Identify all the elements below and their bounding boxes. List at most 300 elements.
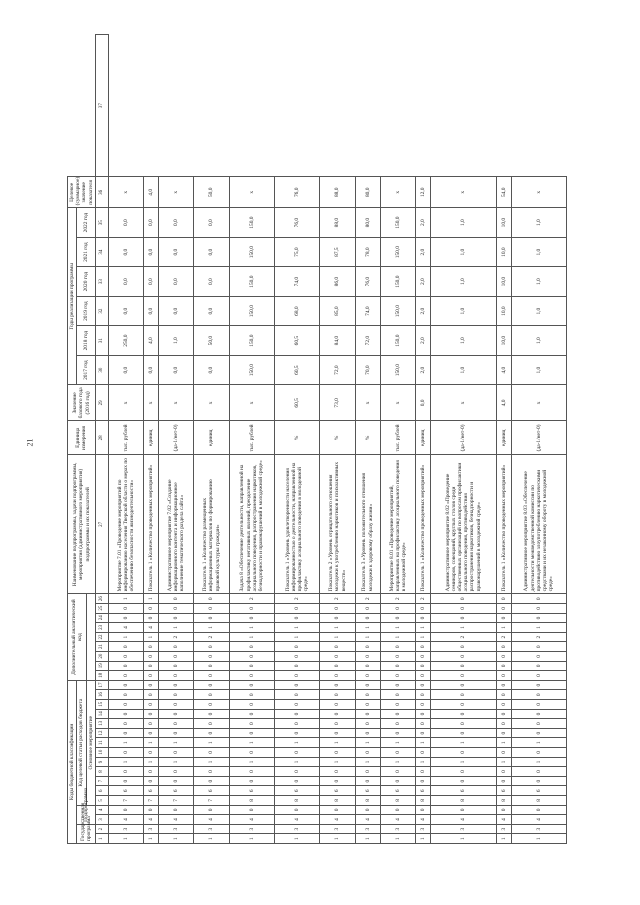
code-cell: 1: [274, 632, 319, 642]
code-cell: 3: [229, 824, 274, 834]
column-number: 11: [95, 738, 108, 748]
value-cell: 1,0: [511, 208, 567, 238]
code-cell: 0: [496, 776, 511, 786]
row-name: Показатель 1 «Количество проведенных мероприятий»: [496, 455, 511, 594]
code-cell: 1: [159, 623, 194, 633]
code-cell: 0: [159, 690, 194, 700]
code-cell: 0: [355, 671, 380, 681]
code-cell: 0: [194, 613, 229, 623]
code-cell: 0: [511, 661, 567, 671]
program-table: [67, 34, 567, 844]
column-number: 37: [95, 35, 108, 177]
code-cell: 0: [194, 671, 229, 681]
code-cell: 0: [159, 728, 194, 738]
code-cell: 7: [144, 796, 159, 806]
code-cell: 0: [415, 805, 430, 815]
code-cell: 1: [380, 632, 415, 642]
code-cell: 0: [229, 613, 274, 623]
code-cell: 0: [380, 661, 415, 671]
code-cell: 3: [108, 824, 143, 834]
code-cell: 0: [194, 594, 229, 604]
code-cell: 0: [229, 604, 274, 614]
code-cell: 0: [320, 767, 355, 777]
code-cell: 0: [380, 690, 415, 700]
value-cell: 250,0: [108, 326, 143, 356]
code-cell: 8: [274, 796, 319, 806]
code-cell: 0: [274, 680, 319, 690]
row-unit: %: [274, 421, 319, 455]
code-cell: 0: [229, 709, 274, 719]
value-cell: 0,0: [194, 296, 229, 326]
code-cell: 0: [274, 661, 319, 671]
code-cell: 1: [320, 834, 355, 844]
value-cell: 1,0: [511, 326, 567, 356]
code-cell: 1: [430, 623, 496, 633]
code-cell: 1: [229, 632, 274, 642]
value-cell: 76,0: [355, 267, 380, 297]
value-cell: 150,0: [229, 326, 274, 356]
value-cell: 150,0: [229, 208, 274, 238]
code-cell: 0: [430, 776, 496, 786]
column-number: 9: [95, 757, 108, 767]
column-number: 19: [95, 661, 108, 671]
code-cell: 0: [511, 690, 567, 700]
value-cell: 10,0: [496, 296, 511, 326]
row-name: Административное мероприятие 8.03 «Обеспечение деятельности межведомственной комиссии по противодействию злоупотреблению наркотическими средствами и их незаконному обороту в молодежной среде»: [511, 455, 567, 594]
code-cell: 0: [415, 748, 430, 758]
code-cell: 8: [355, 796, 380, 806]
code-cell: 6: [159, 786, 194, 796]
code-cell: 0: [496, 700, 511, 710]
code-cell: 0: [496, 805, 511, 815]
code-cell: 0: [274, 652, 319, 662]
code-cell: 2: [320, 594, 355, 604]
code-cell: 0: [274, 671, 319, 681]
code-cell: 3: [144, 824, 159, 834]
table-row: [144, 35, 159, 844]
code-cell: 0: [320, 748, 355, 758]
code-cell: 0: [108, 604, 143, 614]
code-cell: 0: [320, 661, 355, 671]
code-cell: 4: [415, 815, 430, 825]
value-cell: 150,0: [380, 296, 415, 326]
code-cell: 0: [159, 642, 194, 652]
value-cell: 10,0: [496, 237, 511, 267]
value-cell: 10,0: [496, 267, 511, 297]
table-row: [355, 35, 380, 844]
value-cell: 0,0: [144, 296, 159, 326]
code-cell: 0: [496, 652, 511, 662]
column-number: 5: [95, 796, 108, 806]
value-cell: х: [229, 177, 274, 208]
code-cell: 1: [159, 834, 194, 844]
code-cell: 1: [511, 623, 567, 633]
code-cell: 0: [108, 709, 143, 719]
code-cell: 1: [380, 738, 415, 748]
value-cell: 1,0: [430, 237, 496, 267]
code-cell: 0: [144, 690, 159, 700]
code-cell: 1: [144, 834, 159, 844]
code-cell: 0: [415, 671, 430, 681]
code-cell: 0: [159, 748, 194, 758]
value-cell: 88,0: [320, 208, 355, 238]
code-cell: 6: [380, 786, 415, 796]
code-cell: 0: [194, 719, 229, 729]
code-cell: 0: [274, 709, 319, 719]
code-cell: 0: [511, 594, 567, 604]
value-cell: х: [430, 385, 496, 421]
column-number: 12: [95, 728, 108, 738]
code-cell: 0: [511, 671, 567, 681]
code-cell: 0: [229, 671, 274, 681]
code-cell: 0: [108, 767, 143, 777]
value-cell: 4,0: [144, 177, 159, 208]
value-cell: 0,0: [144, 208, 159, 238]
column-number: 29: [95, 385, 108, 421]
header-base-value: Значение базового года (2016 год): [68, 385, 96, 421]
code-cell: 2: [511, 632, 567, 642]
code-cell: 1: [320, 757, 355, 767]
code-cell: 0: [274, 728, 319, 738]
page-number: 21: [25, 438, 35, 447]
code-cell: 0: [320, 700, 355, 710]
code-cell: 0: [511, 652, 567, 662]
code-cell: 0: [430, 728, 496, 738]
code-cell: 0: [496, 767, 511, 777]
code-cell: 0: [274, 642, 319, 652]
row-name: Показатель 1 «Количество проведенных мероприятий»: [144, 455, 159, 594]
code-cell: 0: [159, 719, 194, 729]
value-cell: 68,0: [274, 296, 319, 326]
code-cell: 0: [144, 748, 159, 758]
column-number: 26: [95, 594, 108, 604]
code-cell: 0: [144, 709, 159, 719]
header-y2020: 2020 год: [77, 267, 96, 297]
row-unit: единиц: [415, 421, 430, 455]
value-cell: 0,0: [194, 267, 229, 297]
code-cell: 1: [108, 757, 143, 767]
code-cell: 1: [496, 738, 511, 748]
value-cell: 4,0: [496, 355, 511, 385]
code-cell: 4: [496, 815, 511, 825]
code-cell: 0: [194, 748, 229, 758]
code-cell: 0: [229, 748, 274, 758]
value-cell: 0,0: [194, 355, 229, 385]
code-cell: 0: [194, 805, 229, 815]
column-number: 30: [95, 355, 108, 385]
column-number: 13: [95, 719, 108, 729]
code-cell: 4: [144, 623, 159, 633]
value-cell: 0,0: [108, 267, 143, 297]
code-cell: 2: [430, 632, 496, 642]
rotated-table-wrapper: [67, 34, 567, 844]
code-cell: 0: [229, 642, 274, 652]
value-cell: 75,0: [274, 237, 319, 267]
code-cell: 1: [415, 632, 430, 642]
code-cell: 0: [355, 661, 380, 671]
code-cell: 0: [320, 680, 355, 690]
header-y2019: 2019 год: [77, 296, 96, 326]
code-cell: 0: [144, 613, 159, 623]
code-cell: 6: [274, 786, 319, 796]
value-cell: 85,0: [320, 296, 355, 326]
value-cell: 1,0: [511, 237, 567, 267]
header-expense-code: Код целевой статьи расходов бюджета: [77, 680, 86, 805]
code-cell: 4: [511, 815, 567, 825]
code-cell: 0: [496, 604, 511, 614]
column-number: 31: [95, 326, 108, 356]
code-cell: 0: [380, 652, 415, 662]
code-cell: 1: [194, 834, 229, 844]
code-cell: 0: [380, 805, 415, 815]
code-cell: 0: [511, 805, 567, 815]
header-name: Наименование подпрограммы, задачи подпрограммы, мероприятия (административного мероприятия) подпрограммы и их показателей: [68, 455, 96, 594]
code-cell: 0: [229, 690, 274, 700]
column-number: 3: [95, 815, 108, 825]
code-cell: 6: [229, 786, 274, 796]
code-cell: 0: [108, 661, 143, 671]
code-cell: 0: [229, 728, 274, 738]
value-cell: 10,0: [496, 326, 511, 356]
code-cell: 1: [108, 594, 143, 604]
code-cell: 0: [415, 680, 430, 690]
code-cell: 6: [415, 786, 430, 796]
code-cell: 3: [274, 824, 319, 834]
code-cell: 0: [415, 728, 430, 738]
code-cell: 0: [380, 613, 415, 623]
code-cell: 0: [144, 719, 159, 729]
code-cell: 0: [159, 776, 194, 786]
code-cell: 0: [320, 805, 355, 815]
code-cell: 0: [415, 604, 430, 614]
code-cell: 4: [320, 815, 355, 825]
code-cell: 6: [496, 786, 511, 796]
code-cell: 0: [320, 728, 355, 738]
code-cell: 3: [430, 824, 496, 834]
value-cell: 70,0: [355, 355, 380, 385]
code-cell: 0: [194, 767, 229, 777]
code-cell: 3: [159, 824, 194, 834]
code-cell: 7: [194, 796, 229, 806]
code-cell: 0: [430, 671, 496, 681]
code-cell: 0: [380, 680, 415, 690]
code-cell: 1: [511, 757, 567, 767]
value-cell: х: [355, 385, 380, 421]
code-cell: 1: [274, 738, 319, 748]
table-row: [229, 35, 274, 844]
value-cell: 50,0: [194, 177, 229, 208]
code-cell: 1: [108, 834, 143, 844]
header-y2018: 2018 год: [77, 326, 96, 356]
code-cell: 3: [194, 824, 229, 834]
code-cell: 6: [511, 786, 567, 796]
code-cell: 0: [511, 767, 567, 777]
value-cell: 88,0: [320, 177, 355, 208]
value-cell: 0,0: [159, 267, 194, 297]
column-number: 34: [95, 237, 108, 267]
code-cell: 4: [159, 815, 194, 825]
code-cell: 0: [415, 700, 430, 710]
value-cell: 0,0: [144, 237, 159, 267]
column-number: 17: [95, 680, 108, 690]
code-cell: 0: [194, 709, 229, 719]
code-cell: 1: [415, 834, 430, 844]
table-row: [496, 35, 511, 844]
row-unit: %: [320, 421, 355, 455]
code-cell: 1: [274, 834, 319, 844]
code-cell: 1: [194, 623, 229, 633]
column-number: 21: [95, 642, 108, 652]
code-cell: 0: [320, 652, 355, 662]
code-cell: 0: [496, 719, 511, 729]
code-cell: 0: [159, 652, 194, 662]
code-cell: 1: [159, 738, 194, 748]
value-cell: 150,0: [229, 355, 274, 385]
code-cell: 0: [108, 719, 143, 729]
code-cell: 1: [430, 757, 496, 767]
code-cell: 0: [194, 700, 229, 710]
code-cell: 0: [144, 642, 159, 652]
code-cell: 0: [380, 700, 415, 710]
value-cell: х: [108, 385, 143, 421]
code-cell: 1: [496, 623, 511, 633]
code-cell: 0: [355, 719, 380, 729]
value-cell: 150,0: [380, 355, 415, 385]
code-cell: 1: [144, 757, 159, 767]
code-cell: 0: [380, 728, 415, 738]
code-cell: 0: [144, 671, 159, 681]
value-cell: 4,0: [496, 385, 511, 421]
value-cell: х: [380, 385, 415, 421]
row-unit: единиц: [496, 421, 511, 455]
code-cell: 0: [274, 613, 319, 623]
header-y2017: 2017 год: [77, 355, 96, 385]
code-cell: 0: [108, 642, 143, 652]
code-cell: 3: [496, 824, 511, 834]
table-row: [194, 35, 229, 844]
value-cell: 10,0: [496, 208, 511, 238]
code-cell: 1: [430, 834, 496, 844]
row-unit: (да-1/нет-0): [511, 421, 567, 455]
code-cell: 1: [320, 738, 355, 748]
code-cell: 0: [320, 604, 355, 614]
header-years: Годы реализации программы: [68, 208, 77, 385]
value-cell: 2,0: [415, 296, 430, 326]
code-cell: 0: [159, 604, 194, 614]
value-cell: 150,0: [229, 296, 274, 326]
code-cell: 1: [108, 738, 143, 748]
code-cell: 0: [430, 805, 496, 815]
code-cell: 0: [415, 613, 430, 623]
table-row: [159, 35, 194, 844]
code-cell: 0: [108, 700, 143, 710]
value-cell: 150,0: [229, 267, 274, 297]
row-unit: тыс. рублей: [380, 421, 415, 455]
code-cell: 0: [274, 604, 319, 614]
value-cell: 1,0: [511, 267, 567, 297]
code-cell: 1: [144, 738, 159, 748]
code-cell: 1: [320, 623, 355, 633]
code-cell: 4: [430, 815, 496, 825]
column-number: 36: [95, 177, 108, 208]
value-cell: 150,0: [380, 237, 415, 267]
code-cell: 0: [355, 680, 380, 690]
code-cell: 0: [430, 661, 496, 671]
value-cell: 76,0: [274, 177, 319, 208]
code-cell: 0: [159, 661, 194, 671]
code-cell: 1: [355, 834, 380, 844]
column-number: 8: [95, 767, 108, 777]
code-cell: 0: [274, 748, 319, 758]
code-cell: 0: [229, 661, 274, 671]
code-cell: 0: [496, 728, 511, 738]
value-cell: 0,0: [159, 237, 194, 267]
value-cell: 54,0: [496, 177, 511, 208]
row-name: Мероприятие 7.01 «Проведение мероприятий по информированию населения Тверской области о мерах по обеспечению безопасности жизнедеятельности»: [108, 455, 143, 594]
code-cell: 0: [430, 690, 496, 700]
code-cell: 4: [355, 815, 380, 825]
column-number: 32: [95, 296, 108, 326]
value-cell: 0,0: [194, 237, 229, 267]
value-cell: 150,0: [380, 208, 415, 238]
code-cell: 0: [355, 805, 380, 815]
value-cell: 0,0: [159, 355, 194, 385]
column-number: 16: [95, 690, 108, 700]
code-cell: 0: [320, 719, 355, 729]
code-cell: 6: [108, 786, 143, 796]
code-cell: 0: [511, 613, 567, 623]
code-cell: 0: [144, 661, 159, 671]
value-cell: х: [511, 385, 567, 421]
code-cell: 0: [430, 700, 496, 710]
code-cell: 1: [355, 623, 380, 633]
code-cell: 0: [159, 594, 194, 604]
code-cell: 0: [355, 690, 380, 700]
code-cell: 0: [496, 594, 511, 604]
code-cell: 1: [229, 738, 274, 748]
code-cell: 0: [320, 709, 355, 719]
code-cell: 8: [320, 796, 355, 806]
code-cell: 1: [355, 632, 380, 642]
code-cell: 4: [380, 815, 415, 825]
code-cell: 0: [355, 748, 380, 758]
code-cell: 0: [430, 642, 496, 652]
code-cell: 1: [496, 834, 511, 844]
column-number: 7: [95, 776, 108, 786]
code-cell: 0: [320, 690, 355, 700]
code-cell: 6: [194, 786, 229, 796]
code-cell: 0: [274, 767, 319, 777]
code-cell: 1: [229, 834, 274, 844]
value-cell: 0,0: [415, 385, 430, 421]
value-cell: 80,0: [355, 177, 380, 208]
code-cell: 0: [511, 748, 567, 758]
code-cell: 8: [430, 796, 496, 806]
code-cell: 0: [229, 700, 274, 710]
code-cell: 0: [108, 613, 143, 623]
code-cell: 2: [415, 594, 430, 604]
code-cell: 0: [380, 776, 415, 786]
code-cell: 0: [380, 748, 415, 758]
code-cell: 0: [144, 776, 159, 786]
code-cell: 0: [511, 776, 567, 786]
code-cell: 1: [415, 738, 430, 748]
code-cell: 0: [496, 709, 511, 719]
code-cell: 0: [144, 728, 159, 738]
value-cell: х: [194, 385, 229, 421]
code-cell: 4: [274, 815, 319, 825]
header-final-value: Целевое (суммарное) значение показателя: [68, 177, 96, 208]
